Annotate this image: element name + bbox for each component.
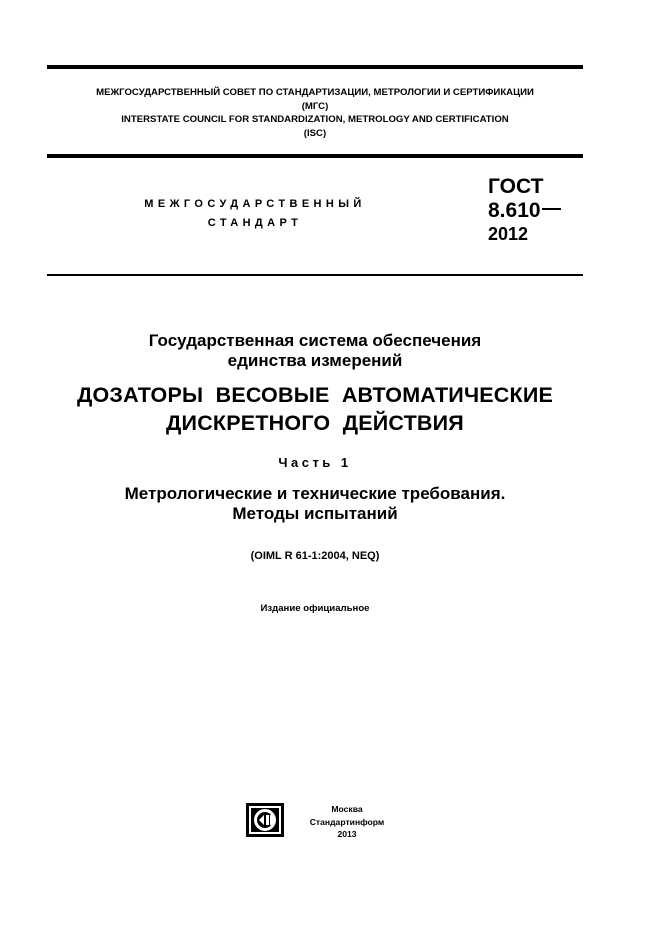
gost-designation <box>488 175 561 245</box>
publisher-city: Москва <box>331 804 363 814</box>
edition-note <box>40 603 590 615</box>
system-title-line1: Государственная система обеспечения <box>148 331 482 350</box>
council-rule <box>47 154 583 158</box>
oiml-reference <box>40 549 590 563</box>
gost-dash <box>542 208 561 210</box>
council-name-ru: МЕЖГОСУДАРСТВЕННЫЙ СОВЕТ ПО СТАНДАРТИЗАЦИИ, МЕТРОЛОГИИ И СЕРТИФИКАЦИИ <box>96 87 534 98</box>
publisher-year: 2013 <box>337 829 357 839</box>
standard-type <box>110 195 400 233</box>
standard-type-line1: МЕЖГОСУДАРСТВЕННЫЙ <box>144 198 366 210</box>
main-title-line1: ДОЗАТОРЫ ВЕСОВЫЕ АВТОМАТИЧЕСКИЕ <box>76 383 554 407</box>
publisher-text <box>292 803 402 841</box>
standartinform-logo-icon <box>246 803 284 837</box>
system-title-line2: единства измерений <box>227 351 403 370</box>
gost-label: ГОСТ <box>488 175 544 198</box>
council-name-en: INTERSTATE COUNCIL FOR STANDARDIZATION, METROLOGY AND CERTIFICATION <box>121 114 509 126</box>
part-text: Часть 1 <box>278 455 352 470</box>
subtitle-line1: Метрологические и технические требования. <box>124 484 506 503</box>
main-title <box>40 381 590 437</box>
council-abbr-en: (ISC) <box>303 127 327 139</box>
top-rule <box>47 65 583 69</box>
edition-text: Издание официальное <box>260 603 370 614</box>
gost-number-line <box>488 199 561 223</box>
system-title <box>40 331 590 371</box>
subtitle <box>40 484 590 524</box>
subtitle-line2: Методы испытаний <box>232 504 398 523</box>
designation-rule <box>47 274 583 276</box>
council-block <box>47 86 583 140</box>
oiml-reference-text: (OIML R 61-1:2004, NEQ) <box>250 550 380 562</box>
standard-type-line2: СТАНДАРТ <box>207 217 303 229</box>
part-label <box>40 455 590 471</box>
council-abbr-ru: (МГС) <box>301 100 329 112</box>
gost-number: 8.610 <box>488 199 541 222</box>
main-title-line2: ДИСКРЕТНОГО ДЕЙСТВИЯ <box>166 411 464 435</box>
gost-year: 2012 <box>488 224 529 244</box>
publisher-name: Стандартинформ <box>309 816 385 827</box>
